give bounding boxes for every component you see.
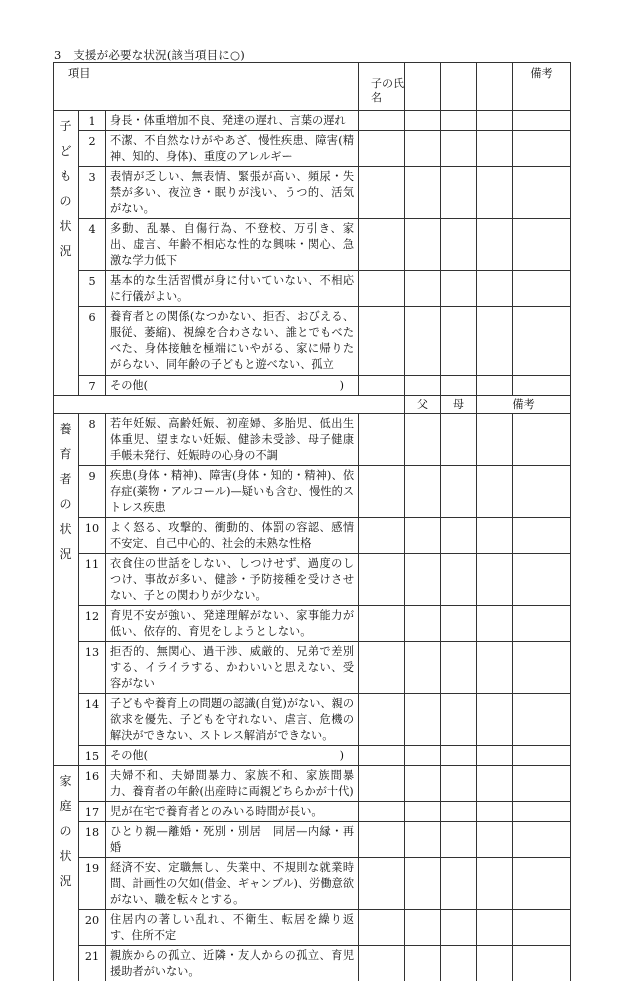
- check-cell[interactable]: [359, 518, 405, 554]
- check-cell[interactable]: [441, 822, 477, 858]
- check-cell[interactable]: [477, 63, 513, 111]
- other-open: その他(: [110, 749, 148, 762]
- check-cell[interactable]: [441, 466, 477, 518]
- check-cell[interactable]: [477, 518, 513, 554]
- item-number: 18: [79, 822, 106, 858]
- check-cell[interactable]: [405, 271, 441, 307]
- remarks-cell[interactable]: [513, 946, 571, 981]
- table-row: [54, 746, 571, 766]
- section-label-char: 状: [54, 844, 78, 869]
- remarks-cell[interactable]: [513, 414, 571, 466]
- check-cell[interactable]: [477, 822, 513, 858]
- remarks-cell[interactable]: [513, 111, 571, 131]
- item-text: 親族からの孤立、近隣・友人からの孤立、育児援助者がいない。: [106, 946, 359, 981]
- other-close: ): [340, 378, 354, 394]
- item-number: 5: [79, 271, 106, 307]
- remarks-cell[interactable]: [513, 746, 571, 766]
- section-label-char: 状: [54, 214, 78, 239]
- check-cell[interactable]: [359, 694, 405, 746]
- section-label-char: 況: [54, 869, 78, 894]
- check-cell[interactable]: [359, 131, 405, 167]
- table-row: [54, 414, 571, 466]
- item-number: 8: [79, 414, 106, 466]
- remarks-cell[interactable]: [513, 802, 571, 822]
- item-number: 13: [79, 642, 106, 694]
- item-number: 2: [79, 131, 106, 167]
- check-cell[interactable]: [441, 746, 477, 766]
- check-cell[interactable]: [477, 606, 513, 642]
- item-number: 20: [79, 910, 106, 946]
- item-number: 21: [79, 946, 106, 981]
- check-cell[interactable]: [477, 414, 513, 466]
- section-label-char: 庭: [54, 794, 78, 819]
- table-row: [54, 822, 571, 858]
- section-label-char: も: [54, 164, 78, 189]
- check-cell[interactable]: [441, 167, 477, 219]
- section-label-char: の: [54, 819, 78, 844]
- remarks-cell[interactable]: [513, 766, 571, 802]
- check-cell[interactable]: [441, 766, 477, 802]
- check-cell[interactable]: [359, 554, 405, 606]
- check-cell[interactable]: [405, 131, 441, 167]
- table-row: [54, 606, 571, 642]
- check-cell[interactable]: [405, 167, 441, 219]
- remarks-cell[interactable]: [513, 554, 571, 606]
- table-row: [54, 466, 571, 518]
- check-cell[interactable]: [477, 307, 513, 376]
- check-cell[interactable]: [405, 746, 441, 766]
- check-cell[interactable]: [405, 642, 441, 694]
- section-label-char: ど: [54, 139, 78, 164]
- check-cell[interactable]: [405, 694, 441, 746]
- table-row: [54, 642, 571, 694]
- check-cell[interactable]: [405, 307, 441, 376]
- table-row: [54, 131, 571, 167]
- remarks-cell[interactable]: [513, 606, 571, 642]
- item-number: 14: [79, 694, 106, 746]
- mid-header-blank: [54, 396, 405, 414]
- check-cell[interactable]: [359, 946, 405, 981]
- remarks-cell[interactable]: [513, 694, 571, 746]
- check-cell[interactable]: [477, 642, 513, 694]
- item-text: 疾患(身体・精神)、障害(身体・知的・精神)、依存症(薬物・アルコール)—疑いも含む、慢性的ストレス疾患: [106, 466, 359, 518]
- table-row: [54, 376, 571, 396]
- item-number: 4: [79, 219, 106, 271]
- check-cell[interactable]: [477, 271, 513, 307]
- section-label-char: の: [54, 492, 78, 517]
- other-close: ): [340, 748, 354, 764]
- check-cell[interactable]: [359, 746, 405, 766]
- check-cell[interactable]: [441, 111, 477, 131]
- header-mother: 母: [441, 396, 477, 414]
- check-cell[interactable]: [441, 694, 477, 746]
- check-cell[interactable]: [405, 63, 441, 111]
- section-label-child: [54, 111, 79, 396]
- check-cell[interactable]: [441, 858, 477, 910]
- remarks-cell[interactable]: [513, 219, 571, 271]
- remarks-cell[interactable]: [513, 307, 571, 376]
- check-cell[interactable]: [405, 518, 441, 554]
- header-items: 項目: [54, 63, 359, 111]
- check-cell[interactable]: [477, 554, 513, 606]
- section-label-char: 育: [54, 442, 78, 467]
- check-cell[interactable]: [405, 376, 441, 396]
- check-cell[interactable]: [441, 131, 477, 167]
- support-needs-form: [53, 62, 570, 872]
- check-cell[interactable]: [477, 766, 513, 802]
- check-cell[interactable]: [477, 466, 513, 518]
- item-number: 7: [79, 376, 106, 396]
- check-cell[interactable]: [477, 219, 513, 271]
- table-row: [54, 167, 571, 219]
- item-text: 基本的な生活習慣が身に付いていない、不相応に行儀がよい。: [106, 271, 359, 307]
- item-text-other: [106, 376, 359, 396]
- item-text: 児が在宅で養育者とのみいる時間が長い。: [106, 802, 359, 822]
- item-text: 夫婦不和、夫婦間暴力、家族不和、家族間暴力、養育者の年齢(出産時に両親どちらかが十代): [106, 766, 359, 802]
- check-cell[interactable]: [359, 606, 405, 642]
- item-number: 6: [79, 307, 106, 376]
- check-cell[interactable]: [359, 858, 405, 910]
- check-cell[interactable]: [359, 802, 405, 822]
- item-text: 住居内の著しい乱れ、不衛生、転居を繰り返す、住所不定: [106, 910, 359, 946]
- mid-header-row: [54, 396, 571, 414]
- section-label-char: 家: [54, 769, 78, 794]
- section-label-char: 況: [54, 239, 78, 264]
- check-cell[interactable]: [405, 606, 441, 642]
- item-text: 表情が乏しい、無表情、緊張が高い、頻尿・失禁が多い、夜泣き・眠りが浅い、うつ的、活気がない。: [106, 167, 359, 219]
- item-number: 17: [79, 802, 106, 822]
- table-row: [54, 802, 571, 822]
- header-father: 父: [405, 396, 441, 414]
- item-number: 12: [79, 606, 106, 642]
- check-cell[interactable]: [359, 822, 405, 858]
- check-cell[interactable]: [359, 219, 405, 271]
- table-row: [54, 307, 571, 376]
- table-row: [54, 219, 571, 271]
- remarks-cell[interactable]: [513, 518, 571, 554]
- item-text: 衣食住の世話をしない、しつけせず、過度のしつけ、事故が多い、健診・予防接種を受けさせない、子との関わりが少ない。: [106, 554, 359, 606]
- item-text: 身長・体重増加不良、発達の遅れ、言葉の遅れ: [106, 111, 359, 131]
- check-cell[interactable]: [405, 466, 441, 518]
- header-row: [54, 63, 571, 111]
- check-cell[interactable]: [441, 414, 477, 466]
- item-number: 15: [79, 746, 106, 766]
- table-row: [54, 946, 571, 981]
- item-number: 1: [79, 111, 106, 131]
- section-label-char: 養: [54, 417, 78, 442]
- item-text-other: [106, 746, 359, 766]
- check-cell[interactable]: [405, 802, 441, 822]
- check-cell[interactable]: [405, 946, 441, 981]
- check-cell[interactable]: [477, 858, 513, 910]
- header-child-name: 子の氏名: [359, 63, 405, 111]
- section-label-family: [54, 766, 79, 981]
- check-cell[interactable]: [359, 642, 405, 694]
- header-remarks: 備考: [513, 63, 571, 111]
- remarks-cell[interactable]: [513, 131, 571, 167]
- check-cell[interactable]: [441, 606, 477, 642]
- remarks-cell[interactable]: [513, 271, 571, 307]
- item-number: 9: [79, 466, 106, 518]
- check-cell[interactable]: [477, 167, 513, 219]
- support-needs-table: [53, 62, 571, 981]
- item-number: 11: [79, 554, 106, 606]
- item-text: 経済不安、定職無し、失業中、不規則な就業時間、計画性の欠如(借金、ギャンブル)、労働意欲がない、職を転々とする。: [106, 858, 359, 910]
- check-cell[interactable]: [441, 307, 477, 376]
- table-row: [54, 111, 571, 131]
- check-cell[interactable]: [405, 111, 441, 131]
- check-cell[interactable]: [405, 858, 441, 910]
- check-cell[interactable]: [441, 271, 477, 307]
- check-cell[interactable]: [441, 376, 477, 396]
- check-cell[interactable]: [441, 554, 477, 606]
- check-cell[interactable]: [405, 766, 441, 802]
- check-cell[interactable]: [477, 746, 513, 766]
- item-text: 育児不安が強い、発達理解がない、家事能力が低い、依存的、育児をしようとしない。: [106, 606, 359, 642]
- section-label-char: 況: [54, 542, 78, 567]
- item-number: 19: [79, 858, 106, 910]
- check-cell[interactable]: [477, 376, 513, 396]
- header-remarks-parents: 備考: [477, 396, 571, 414]
- item-text: ひとり親—離婚・死別・別居 同居—内縁・再婚: [106, 822, 359, 858]
- check-cell[interactable]: [405, 219, 441, 271]
- item-text: 養育者との関係(なつかない、拒否、おびえる、服従、萎縮)、視線を合わさない、誰とでもべたべた、身体接触を極端にいやがる、家に帰りたがらない、同年齢の子どもと遊べない、孤立: [106, 307, 359, 376]
- check-cell[interactable]: [405, 822, 441, 858]
- item-text: 子どもや養育上の問題の認識(自覚)がない、親の欲求を優先、子どもを守れない、虐言、危機の解決ができない、ストレス解消ができない。: [106, 694, 359, 746]
- check-cell[interactable]: [477, 111, 513, 131]
- check-cell[interactable]: [477, 802, 513, 822]
- table-row: [54, 858, 571, 910]
- remarks-cell[interactable]: [513, 822, 571, 858]
- item-number: 10: [79, 518, 106, 554]
- section-label-char: 状: [54, 517, 78, 542]
- check-cell[interactable]: [405, 554, 441, 606]
- item-number: 16: [79, 766, 106, 802]
- check-cell[interactable]: [359, 766, 405, 802]
- check-cell[interactable]: [441, 802, 477, 822]
- section-label-text: [54, 414, 78, 567]
- section-label-text: [54, 766, 78, 894]
- remarks-cell[interactable]: [513, 858, 571, 910]
- item-text: 多動、乱暴、自傷行為、不登校、万引き、家出、虚言、年齢不相応な性的な興味・関心、急激な学力低下: [106, 219, 359, 271]
- item-number: 3: [79, 167, 106, 219]
- check-cell[interactable]: [441, 518, 477, 554]
- check-cell[interactable]: [477, 946, 513, 981]
- item-text: 拒否的、無関心、過干渉、威厳的、兄弟で差別する、イライラする、かわいいと思えない、受容がない: [106, 642, 359, 694]
- check-cell[interactable]: [359, 307, 405, 376]
- check-cell[interactable]: [477, 131, 513, 167]
- table-row: [54, 518, 571, 554]
- remarks-cell[interactable]: [513, 376, 571, 396]
- table-row: [54, 694, 571, 746]
- section-label-char: 子: [54, 114, 78, 139]
- remarks-cell[interactable]: [513, 466, 571, 518]
- table-row: [54, 554, 571, 606]
- section-label-char: の: [54, 189, 78, 214]
- check-cell[interactable]: [441, 642, 477, 694]
- section-label-char: 者: [54, 467, 78, 492]
- check-cell[interactable]: [359, 466, 405, 518]
- section-label-caregiver: [54, 414, 79, 766]
- check-cell[interactable]: [441, 219, 477, 271]
- item-text: 不潔、不自然なけがやあざ、慢性疾患、障害(精神、知的、身体)、重度のアレルギー: [106, 131, 359, 167]
- section-label-text: [54, 111, 78, 264]
- remarks-cell[interactable]: [513, 642, 571, 694]
- form-title: 3 支援が必要な状況(該当項目に○): [54, 47, 245, 63]
- other-open: その他(: [110, 379, 148, 392]
- item-text: 若年妊娠、高齢妊娠、初産婦、多胎児、低出生体重児、望まない妊娠、健診未受診、母子健康手帳未発行、妊娠時の心身の不調: [106, 414, 359, 466]
- check-cell[interactable]: [359, 111, 405, 131]
- check-cell[interactable]: [359, 414, 405, 466]
- check-cell[interactable]: [441, 63, 477, 111]
- table-row: [54, 766, 571, 802]
- check-cell[interactable]: [359, 167, 405, 219]
- check-cell[interactable]: [359, 271, 405, 307]
- table-row: [54, 271, 571, 307]
- check-cell[interactable]: [359, 376, 405, 396]
- remarks-cell[interactable]: [513, 167, 571, 219]
- check-cell[interactable]: [477, 694, 513, 746]
- check-cell[interactable]: [441, 946, 477, 981]
- check-cell[interactable]: [405, 414, 441, 466]
- item-text: よく怒る、攻撃的、衝動的、体罰の容認、感情不安定、自己中心的、社会的未熟な性格: [106, 518, 359, 554]
